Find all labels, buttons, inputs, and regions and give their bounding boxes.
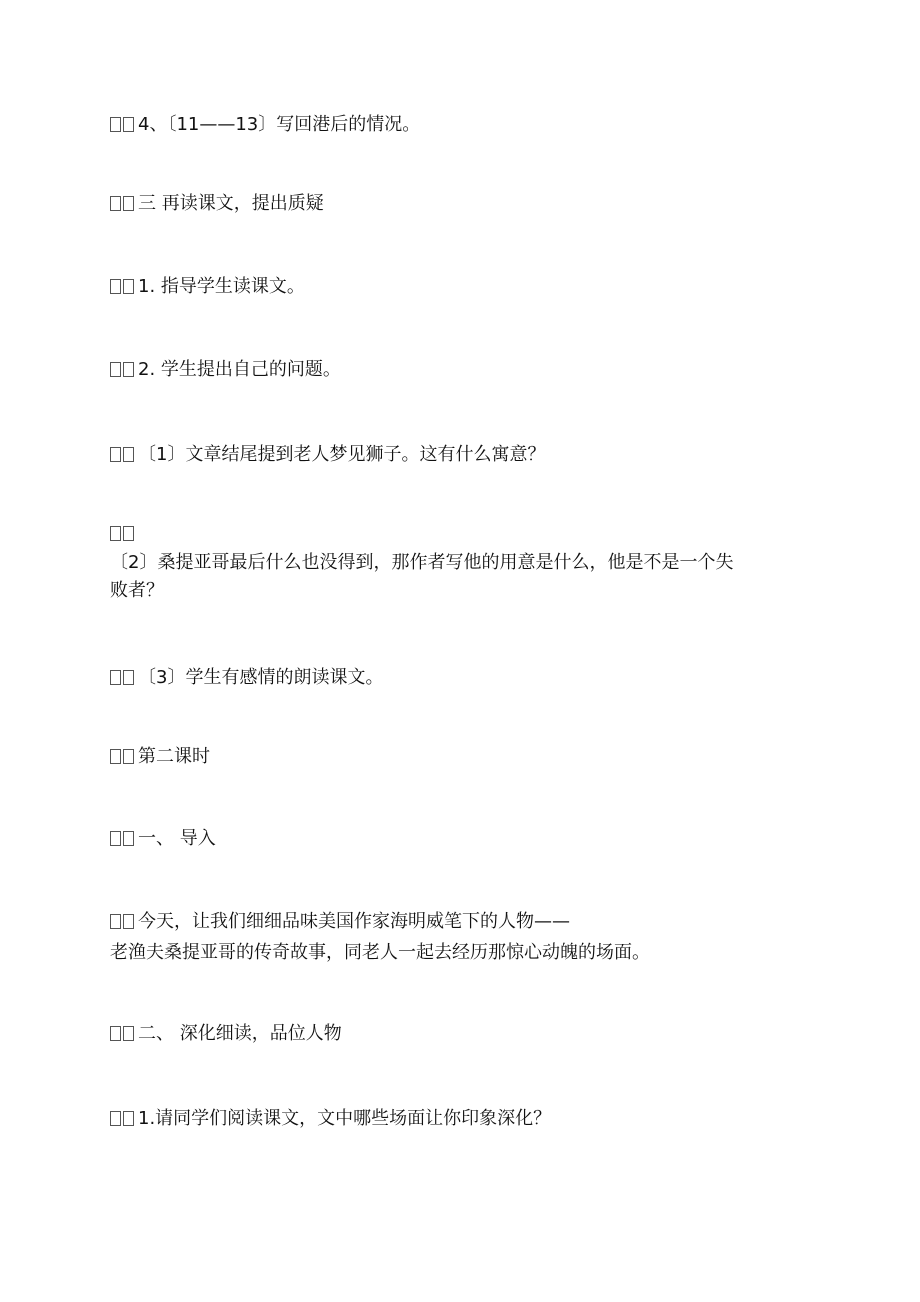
paragraph-line (110, 665, 810, 691)
indent-placeholder-glyphs (110, 826, 136, 852)
indent-placeholder-glyphs (110, 191, 136, 217)
indent-placeholder-glyphs (110, 357, 136, 383)
line-text: 〔1〕文章结尾提到老人梦见狮子。这有什么寓意？ (138, 444, 546, 465)
section-heading (110, 1021, 810, 1047)
paragraph-line (110, 274, 810, 300)
question-line (110, 550, 810, 576)
paragraph-line (110, 909, 810, 935)
line-text: 2. 学生提出自己的问题。 (138, 359, 341, 380)
indent-placeholder-glyphs (110, 521, 136, 547)
line-text: 败者？ (110, 580, 164, 601)
indent-placeholder-glyphs (110, 442, 136, 468)
line-text: 4、〔11——13〕写回港后的情况。 (138, 114, 421, 135)
indent-placeholder-glyphs (110, 112, 136, 138)
line-text: 今天，让我们细细品味美国作家海明威笔下的人物—— (138, 911, 570, 932)
line-text: 二、 深化细读，品位人物 (138, 1023, 342, 1044)
paragraph-line-continuation (110, 940, 810, 966)
paragraph-line (110, 357, 810, 383)
indent-placeholder-glyphs (110, 909, 136, 935)
indent-placeholder-glyphs (110, 1106, 136, 1132)
indent-placeholder-glyphs (110, 665, 136, 691)
line-text: 三 再读课文，提出质疑 (138, 193, 324, 214)
section-heading (110, 191, 810, 217)
paragraph-line (110, 1106, 810, 1132)
question-line-continuation (110, 578, 810, 604)
line-text: 〔3〕学生有感情的朗读课文。 (138, 667, 384, 688)
indent-placeholder-glyphs (110, 1021, 136, 1047)
section-heading (110, 744, 810, 770)
line-text: 一、 导入 (138, 828, 216, 849)
paragraph-line (110, 521, 810, 547)
line-text: 老渔夫桑提亚哥的传奇故事，同老人一起去经历那惊心动魄的场面。 (110, 942, 650, 963)
indent-placeholder-glyphs (110, 744, 136, 770)
section-heading (110, 826, 810, 852)
paragraph-line (110, 112, 810, 138)
question-line (110, 442, 810, 468)
indent-placeholder-glyphs (110, 274, 136, 300)
line-text: 第二课时 (138, 746, 210, 767)
line-text: 1. 指导学生读课文。 (138, 276, 305, 297)
line-text: 〔2〕桑提亚哥最后什么也没得到，那作者写他的用意是什么，他是不是一个失 (110, 552, 734, 573)
line-text: 1.请同学们阅读课文，文中哪些场面让你印象深化？ (138, 1108, 552, 1129)
